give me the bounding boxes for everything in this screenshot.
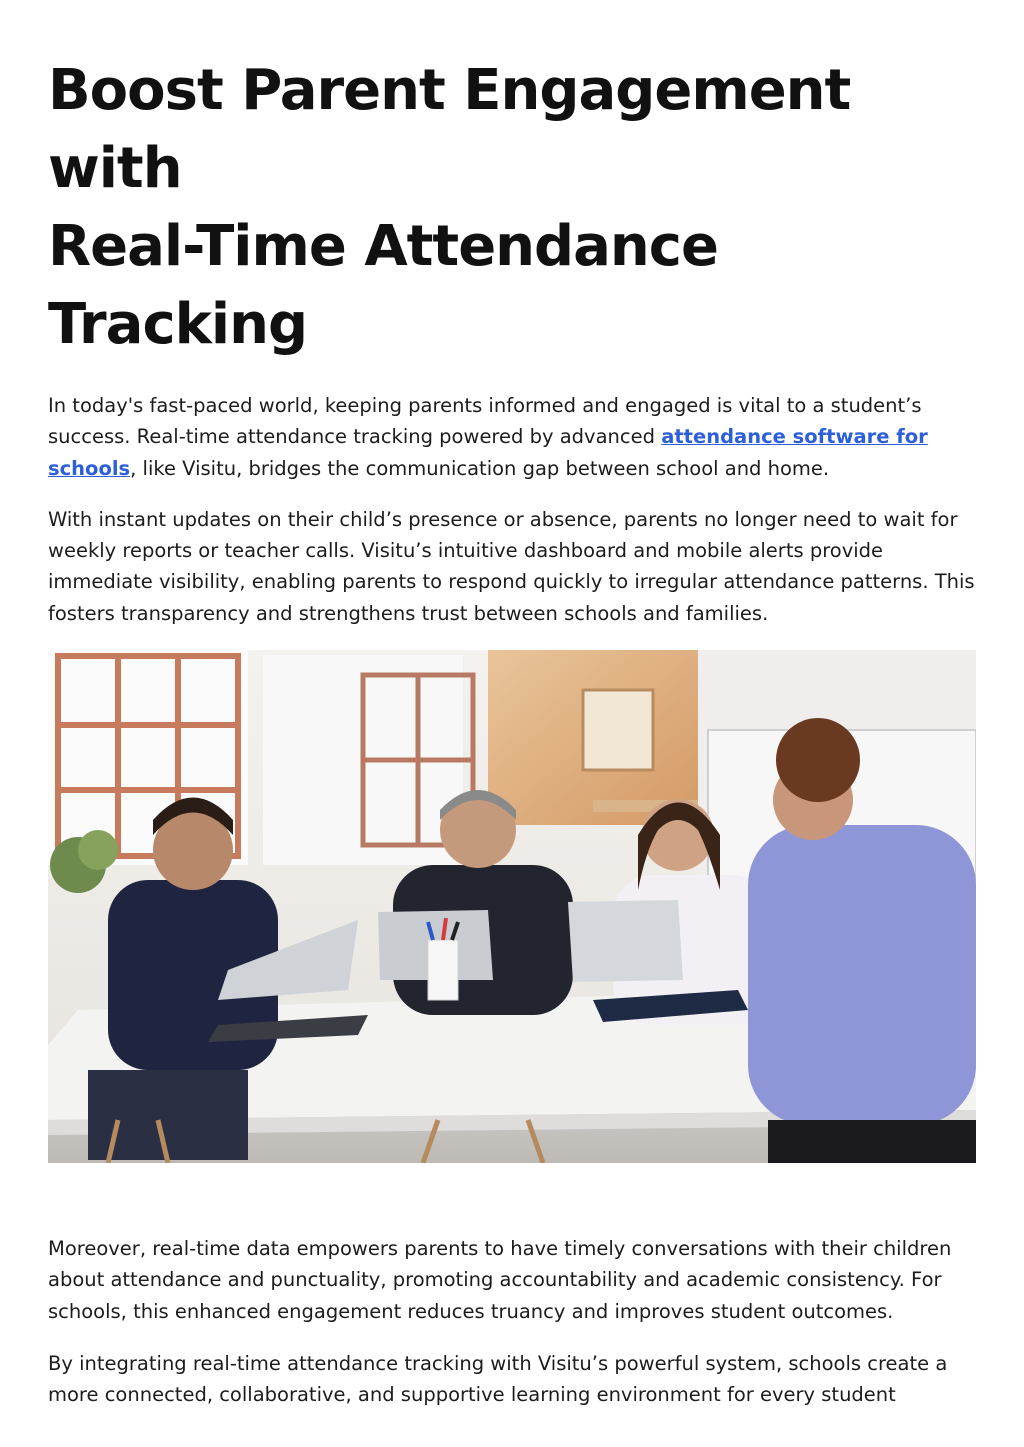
conclusion-paragraph: By integrating real-time attendance tracking with Visitu’s powerful system, schools create a more connected, collaborative, and supportive learning environment for every student (48, 1351, 948, 1407)
team-meeting-photo (48, 650, 976, 1163)
updates-paragraph: With instant updates on their child’s presence or absence, parents no longer need to wait for weekly reports or teacher calls. Visitu’s intuitive dashboard and mobile alerts provide immediate visibility, enabling parents to respond quickly to irregular attendance patterns. This fosters transparency and strengthens trust between schools and families. (48, 507, 975, 625)
intro-text-start: In today's fast-paced world, keeping parents informed and engaged is vital to a student’s success. Real-time attendance tracking powered by advanced (48, 394, 922, 449)
title-line-2: Real-Time Attendance Tracking (48, 214, 718, 357)
attendance-software-link[interactable]: attendance software for schools (48, 425, 928, 480)
intro-paragraph (48, 390, 976, 484)
engagement-paragraph: Moreover, real-time data empowers parents to have timely conversations with their children about attendance and punctuality, promoting accountability and academic consistency. For schools, this enhanced engagement reduces truancy and improves student outcomes. (48, 1237, 952, 1323)
page-title (48, 52, 976, 364)
title-line-1: Boost Parent Engagement with (48, 58, 851, 201)
article (48, 52, 976, 1411)
intro-text-end: , like Visitu, bridges the communication gap between school and home. (130, 456, 830, 480)
